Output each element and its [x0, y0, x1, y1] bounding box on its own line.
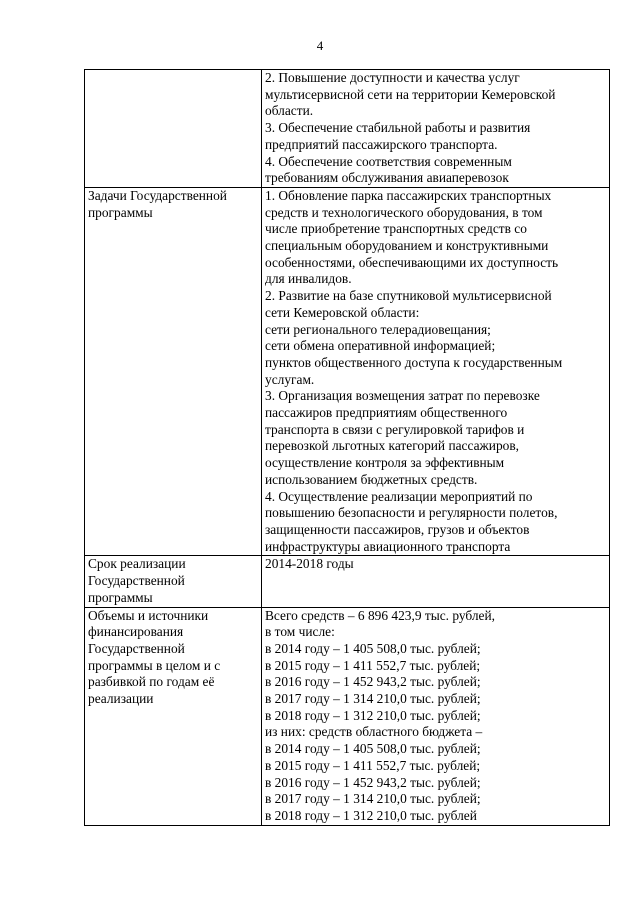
text-line: 4. Осуществление реализации мероприятий по: [265, 488, 533, 504]
label-line: Срок реализации: [88, 556, 186, 572]
text-line: предприятий пассажирского транспорта.: [265, 136, 498, 152]
page-number: 4: [316, 38, 324, 53]
text-line: использованием бюджетных средств.: [265, 471, 478, 487]
text-line: осуществление контроля за эффективным: [265, 455, 505, 471]
label-line: программы: [88, 204, 153, 220]
text-line: мультисервисной сети на территории Кемеровской: [265, 86, 556, 102]
text-line: для инвалидов.: [265, 271, 352, 287]
text-line: защищенности пассажиров, грузов и объектов: [265, 521, 530, 537]
text-line: 1. Обновление парка пассажирских транспортных: [265, 187, 552, 203]
text-line: в 2018 году – 1 312 210,0 тыс. рублей;: [265, 707, 481, 723]
text-line: пунктов общественного доступа к государственным: [265, 354, 563, 370]
text-line: в том числе:: [265, 624, 335, 640]
text-line: инфраструктуры авиационного транспорта: [265, 538, 511, 554]
row-value-cell: [262, 70, 610, 188]
text-line: перевозкой льготных категорий пассажиров,: [265, 438, 520, 454]
text-line: сети регионального телерадиовещания;: [265, 321, 491, 337]
program-passport-table: [84, 69, 610, 826]
text-line: требованиям обслуживания авиаперевозок: [265, 170, 509, 186]
label-line: Государственной: [88, 573, 185, 589]
text-line: 3. Обеспечение стабильной работы и развития: [265, 120, 531, 136]
text-line: числе приобретение транспортных средств со: [265, 221, 527, 237]
row-value-cell: [262, 556, 610, 607]
text-line: 2014-2018 годы: [265, 556, 354, 572]
text-line: 3. Организация возмещения затрат по перевозке: [265, 388, 540, 404]
text-line: средств и технологического оборудования, в том: [265, 204, 543, 220]
text-line: в 2018 году – 1 312 210,0 тыс. рублей: [265, 807, 477, 823]
label-line: Задачи Государственной: [88, 187, 227, 203]
text-line: в 2015 году – 1 411 552,7 тыс. рублей;: [265, 657, 481, 673]
text-line: области.: [265, 103, 314, 119]
row-label-cell: [85, 556, 262, 607]
table-row-tasks: [85, 187, 610, 555]
label-line: программы в целом и с: [88, 657, 221, 673]
table-row-term: [85, 556, 610, 607]
row-label-cell: [85, 70, 262, 188]
text-line: в 2017 году – 1 314 210,0 тыс. рублей;: [265, 691, 481, 707]
text-line: специальным оборудованием и конструктивными: [265, 238, 549, 254]
text-line: Всего средств – 6 896 423,9 тыс. рублей,: [265, 607, 496, 623]
label-line: Объемы и источники: [88, 607, 209, 623]
text-line: в 2015 году – 1 411 552,7 тыс. рублей;: [265, 757, 481, 773]
text-line: в 2014 году – 1 405 508,0 тыс. рублей;: [265, 640, 481, 656]
row-value-cell: [262, 187, 610, 555]
label-line: программы: [88, 589, 153, 605]
text-line: услугам.: [265, 371, 315, 387]
label-line: разбивкой по годам её: [88, 674, 215, 690]
text-line: сети обмена оперативной информацией;: [265, 338, 496, 354]
text-line: 2. Развитие на базе спутниковой мультисервисной: [265, 288, 552, 304]
text-line: транспорта в связи с регулировкой тарифов и: [265, 421, 525, 437]
row-label-cell: [85, 607, 262, 825]
text-line: 2. Повышение доступности и качества услуг: [265, 70, 520, 85]
label-line: финансирования: [88, 624, 184, 640]
text-line: в 2016 году – 1 452 943,2 тыс. рублей;: [265, 674, 481, 690]
row-label-cell: [85, 187, 262, 555]
text-line: из них: средств областного бюджета –: [265, 724, 483, 740]
table-row-funding: [85, 607, 610, 825]
text-line: в 2014 году – 1 405 508,0 тыс. рублей;: [265, 741, 481, 757]
table-row-goals-continued: [85, 70, 610, 188]
text-line: пассажиров предприятиям общественного: [265, 405, 508, 421]
label-line: реализации: [88, 691, 154, 707]
text-line: особенностями, обеспечивающими их доступность: [265, 254, 559, 270]
text-line: в 2016 году – 1 452 943,2 тыс. рублей;: [265, 774, 481, 790]
text-line: 4. Обеспечение соответствия современным: [265, 153, 512, 169]
label-line: Государственной: [88, 640, 185, 656]
row-value-cell: [262, 607, 610, 825]
text-line: сети Кемеровской области:: [265, 304, 420, 320]
text-line: повышению безопасности и регулярности полетов,: [265, 505, 558, 521]
text-line: в 2017 году – 1 314 210,0 тыс. рублей;: [265, 791, 481, 807]
